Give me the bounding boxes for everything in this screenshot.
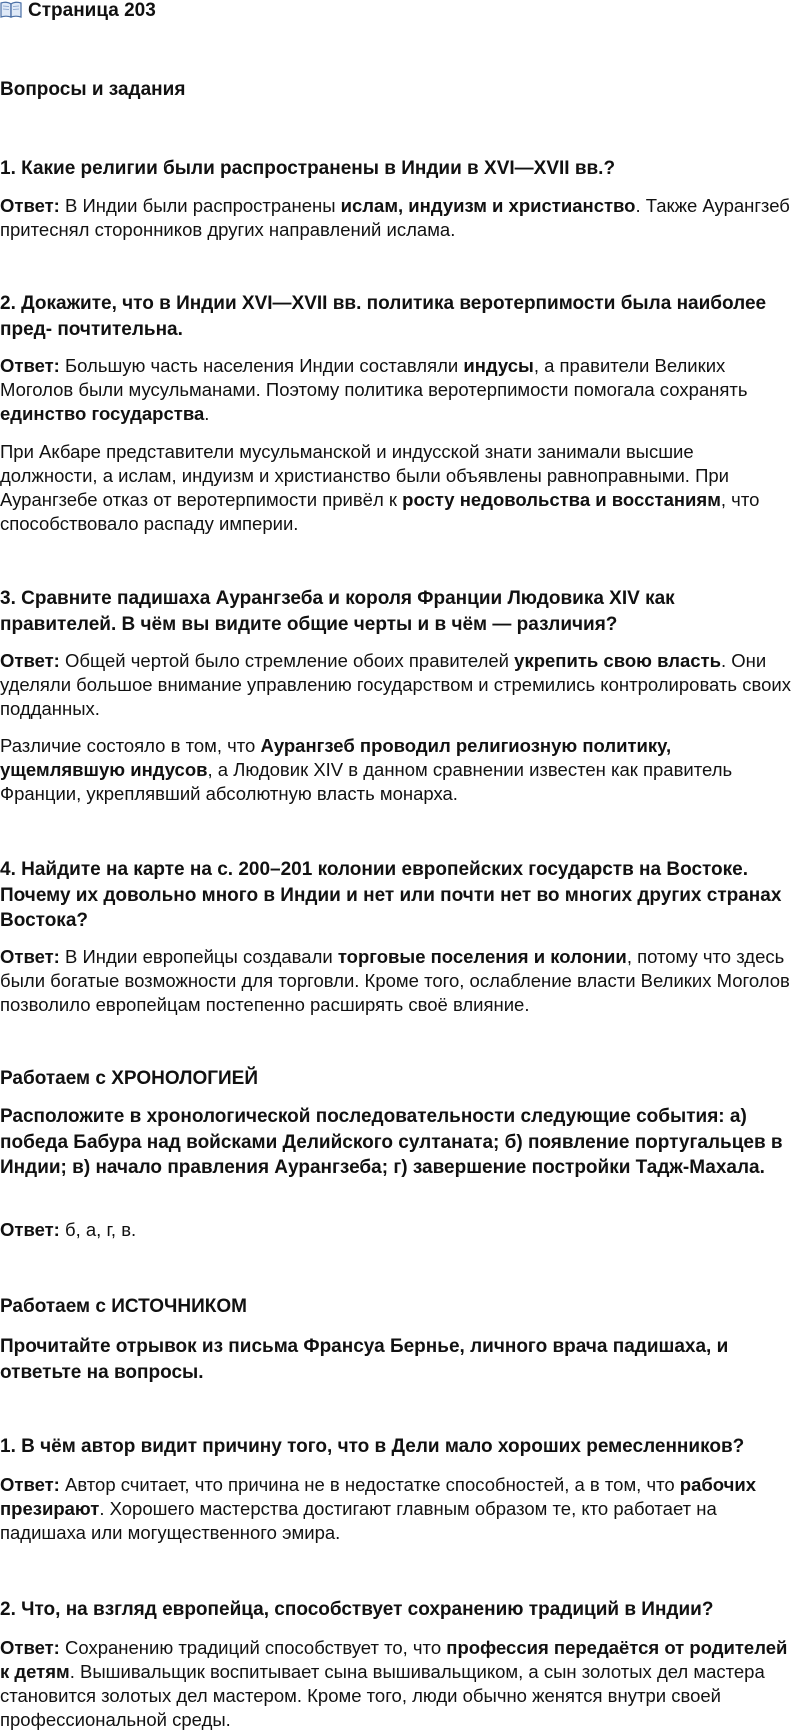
answer-text: б, а, г, в. bbox=[59, 1219, 137, 1240]
question-4: 4. Найдите на карте на с. 200–201 колонии европейских государств на Востоке. Почему их довольно много в Индии и нет или почти нет во многих других странах Востока? bbox=[0, 859, 782, 931]
answer-text: . Они уделяли большое внимание управлению государством и стремились контролировать своих подданных. bbox=[0, 650, 791, 719]
answer-text: Сохранению традиций способствует то, что bbox=[59, 1637, 447, 1658]
page-title: Страница 203 bbox=[28, 0, 156, 21]
answer-3-paragraph-2 bbox=[0, 734, 796, 806]
page-header bbox=[0, 0, 796, 23]
question-2: 2. Докажите, что в Индии XVI—XVII вв. политика веротерпимости была наиболее пред- почтительна. bbox=[0, 293, 767, 340]
open-book-icon bbox=[0, 1, 22, 18]
answer-label: Ответ: bbox=[0, 1637, 60, 1658]
answer-highlight: единство государства bbox=[0, 403, 205, 424]
answer-2-paragraph-2 bbox=[0, 440, 796, 536]
answer-text: Большую часть населения Индии составляли bbox=[59, 355, 464, 376]
answer-text: . Вышивальщик воспитывает сына вышивальщиком, а сын золотых дел мастера становится золотых дел мастером. Кроме того, люди обычно женятся внутри своей профессиональной среды. bbox=[0, 1661, 765, 1730]
answer-label: Ответ: bbox=[0, 1474, 60, 1495]
answer-3 bbox=[0, 649, 796, 721]
answer-label: Ответ: bbox=[0, 195, 60, 216]
chronology-task: Расположите в хронологической последовательности следующие события: а) победа Бабура над войсками Делийского султаната; б) появление португальцев в Индии; в) начало правления Аурангзеба; г) завершение постройки Тадж-Махала. bbox=[0, 1106, 783, 1178]
answer-text: , что способствовало распаду империи. bbox=[0, 489, 760, 534]
chronology-answer bbox=[0, 1218, 796, 1242]
answer-highlight: росту недовольства и восстаниям bbox=[402, 489, 721, 510]
answer-text: . Также Аурангзеб притеснял сторонников других направлений ислама. bbox=[0, 195, 790, 240]
answer-highlight: Аурангзеб проводил религиозную политику, ущемлявшую индусов bbox=[0, 735, 672, 780]
source-task: Прочитайте отрывок из письма Франсуа Бернье, личного врача падишаха, и ответьте на вопросы. bbox=[0, 1336, 729, 1383]
answer-highlight: рабочих презирают bbox=[0, 1474, 757, 1519]
source-title: Работаем с ИСТОЧНИКОМ bbox=[0, 1296, 247, 1317]
question-3: 3. Сравните падишаха Аурангзеба и короля Франции Людовика XIV как правителей. В чём вы видите общие черты и в чём — различия? bbox=[0, 588, 675, 635]
source-answer-1 bbox=[0, 1473, 796, 1545]
answer-highlight: торговые поселения и колонии bbox=[337, 946, 627, 967]
answer-label: Ответ: bbox=[0, 1219, 60, 1240]
source-question-2: 2. Что, на взгляд европейца, способствует сохранению традиций в Индии? bbox=[0, 1599, 714, 1620]
chronology-title: Работаем с ХРОНОЛОГИЕЙ bbox=[0, 1068, 258, 1089]
answer-highlight: укрепить свою власть bbox=[514, 650, 721, 671]
answer-text: В Индии европейцы создавали bbox=[59, 946, 338, 967]
source-answer-2 bbox=[0, 1636, 796, 1731]
answer-text: . Хорошего мастерства достигают главным образом те, кто работает на падишаха или могущественного эмира. bbox=[0, 1498, 717, 1543]
source-question-1: 1. В чём автор видит причину того, что в Дели мало хороших ремесленников? bbox=[0, 1436, 745, 1457]
answer-2 bbox=[0, 354, 796, 426]
answer-label: Ответ: bbox=[0, 946, 60, 967]
answer-highlight: профессия передаётся от родителей к детям bbox=[0, 1637, 788, 1682]
answer-text: Автор считает, что причина не в недостатке способностей, а в том, что bbox=[59, 1474, 680, 1495]
answer-text: Общей чертой было стремление обоих правителей bbox=[59, 650, 515, 671]
answer-label: Ответ: bbox=[0, 650, 60, 671]
answer-text: , потому что здесь были богатые возможности для торговли. Кроме того, ослабление власти Великих Моголов позволило европейцам постепенно расширять своё влияние. bbox=[0, 946, 790, 1015]
answer-text: . bbox=[204, 403, 210, 424]
section-title: Вопросы и задания bbox=[0, 79, 186, 100]
answer-highlight: ислам, индуизм и христианство bbox=[340, 195, 636, 216]
answer-text: При Акбаре представители мусульманской и индусской знати занимали высшие должности, а ислам, индуизм и христианство были объявлены равноправными. При Аурангзебе отказ от веротерпимости привёл к bbox=[0, 441, 729, 510]
answer-text: Различие состояло в том, что bbox=[0, 735, 261, 756]
answer-text: , а Людовик XIV в данном сравнении известен как правитель Франции, укреплявший абсолютную власть монарха. bbox=[0, 759, 733, 804]
answer-1 bbox=[0, 194, 796, 242]
answer-text: В Индии были распространены bbox=[59, 195, 341, 216]
answer-text: , а правители Великих Моголов были мусульманами. Поэтому политика веротерпимости помогала сохранять bbox=[0, 355, 748, 400]
answer-label: Ответ: bbox=[0, 355, 60, 376]
question-1: 1. Какие религии были распространены в Индии в XVI—XVII вв.? bbox=[0, 158, 616, 179]
answer-4 bbox=[0, 945, 796, 1017]
answer-highlight: индусы bbox=[463, 355, 534, 376]
